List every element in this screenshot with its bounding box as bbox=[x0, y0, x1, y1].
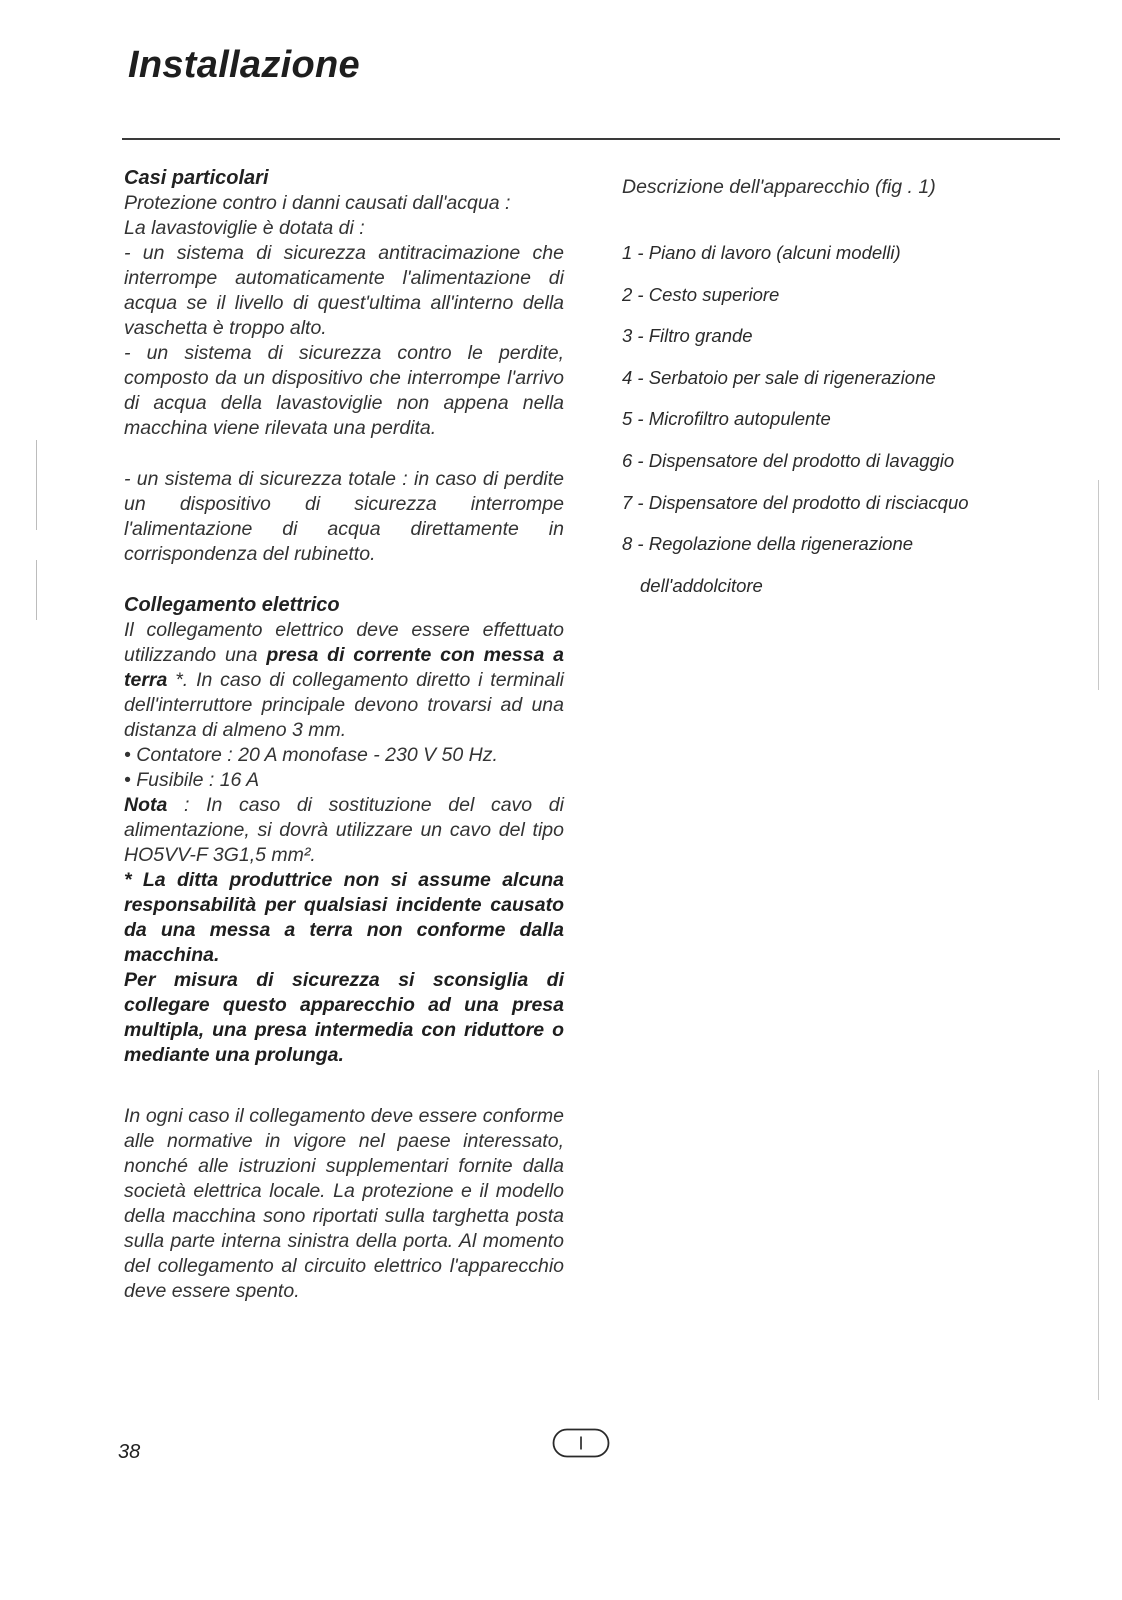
spec-fusibile: • Fusibile : 16 A bbox=[124, 769, 260, 791]
right-edge-mark bbox=[1098, 480, 1099, 690]
list-item: 7 - Dispensatore del prodotto di risciacquo bbox=[622, 491, 969, 513]
title-divider bbox=[122, 138, 1060, 140]
paragraph-collegamento bbox=[124, 618, 564, 743]
list-item: 1 - Piano di lavoro (alcuni modelli) bbox=[622, 242, 901, 263]
page-title: Installazione bbox=[128, 44, 360, 86]
nota-label: Nota bbox=[124, 794, 168, 816]
list-item: 4 - Serbatoio per sale di rigenerazione bbox=[622, 366, 936, 388]
spec-contatore: • Contatore : 20 A monofase - 230 V 50 Hz. bbox=[124, 744, 498, 766]
right-column bbox=[622, 176, 1062, 617]
disclaimer-warning: * La ditta produttrice non si assume alcuna responsabilità per qualsiasi incidente causato da una messa a terra non conforme dalla macchina. bbox=[124, 869, 564, 966]
section-heading-casi: Casi particolari bbox=[124, 167, 269, 189]
paragraph-line: Protezione contro i danni causati dall'acqua : bbox=[124, 192, 511, 214]
collegamento-emphasis: presa di corrente con messa a terra bbox=[124, 644, 565, 691]
paragraph-nota bbox=[124, 793, 564, 868]
nota-text: : In caso di sostituzione del cavo di alimentazione, si dovrà utilizzare un cavo del tipo HO5VV-F 3G1,5 mm². bbox=[124, 794, 564, 866]
paragraph-normative: In ogni caso il collegamento deve essere conforme alle normative in vigore nel paese interessato, nonché alle istruzioni supplementari fornite dalla società elettrica locale. La protezione e il modello della macchina sono riportati sulla targhetta posta sulla parte interna sinistra della porta. Al momento del collegamento al circuito elettrico l'apparecchio deve essere spento. bbox=[124, 1105, 564, 1302]
left-margin-mark bbox=[36, 560, 37, 620]
section-heading-descrizione: Descrizione dell'apparecchio (fig . 1) bbox=[622, 176, 936, 198]
left-column bbox=[124, 166, 564, 1304]
list-item-continuation: dell'addolcitore bbox=[640, 574, 763, 596]
list-item: 6 - Dispensatore del prodotto di lavaggio bbox=[622, 449, 955, 471]
collegamento-text-cont: *. In caso di collegamento diretto i terminali dell'interruttore principale devono trovarsi ad una distanza di almeno 3 mm. bbox=[124, 669, 564, 741]
collegamento-text: Il collegamento elettrico deve essere effettuato utilizzando una bbox=[124, 619, 564, 666]
paragraph-line: - un sistema di sicurezza antitracimazione che interrompe automaticamente l'alimentazione di acqua se il livello di quest'ultima all'interno della vaschetta è troppo alto. bbox=[124, 242, 564, 339]
paragraph-line: La lavastoviglie è dotata di : bbox=[124, 217, 365, 239]
list-item: 3 - Filtro grande bbox=[622, 325, 753, 347]
safety-warning: Per misura di sicurezza si sconsiglia di collegare questo apparecchio ad una presa multipla, una presa intermedia con riduttore o mediante una prolunga. bbox=[124, 969, 564, 1066]
language-badge-label: I bbox=[578, 1433, 584, 1454]
paragraph-total-protection: - un sistema di sicurezza totale : in caso di perdite un dispositivo di sicurezza interrompe l'alimentazione di acqua direttamente in corrispondenza del rubinetto. bbox=[124, 468, 564, 565]
left-margin-mark bbox=[36, 440, 37, 530]
page-number: 38 bbox=[118, 1441, 141, 1463]
right-edge-mark bbox=[1098, 1070, 1099, 1400]
list-item: 5 - Microfiltro autopulente bbox=[622, 408, 831, 430]
parts-list bbox=[622, 243, 1062, 617]
section-heading-collegamento: Collegamento elettrico bbox=[124, 594, 340, 616]
list-item: 2 - Cesto superiore bbox=[622, 283, 780, 305]
list-item: 8 - Regolazione della rigenerazione bbox=[622, 533, 914, 555]
language-badge-icon bbox=[552, 1428, 610, 1458]
paragraph-line: - un sistema di sicurezza contro le perdite, composto da un dispositivo che interrompe l'arrivo di acqua della lavastoviglie non appena nella macchina viene rilevata una perdita. bbox=[124, 342, 564, 439]
